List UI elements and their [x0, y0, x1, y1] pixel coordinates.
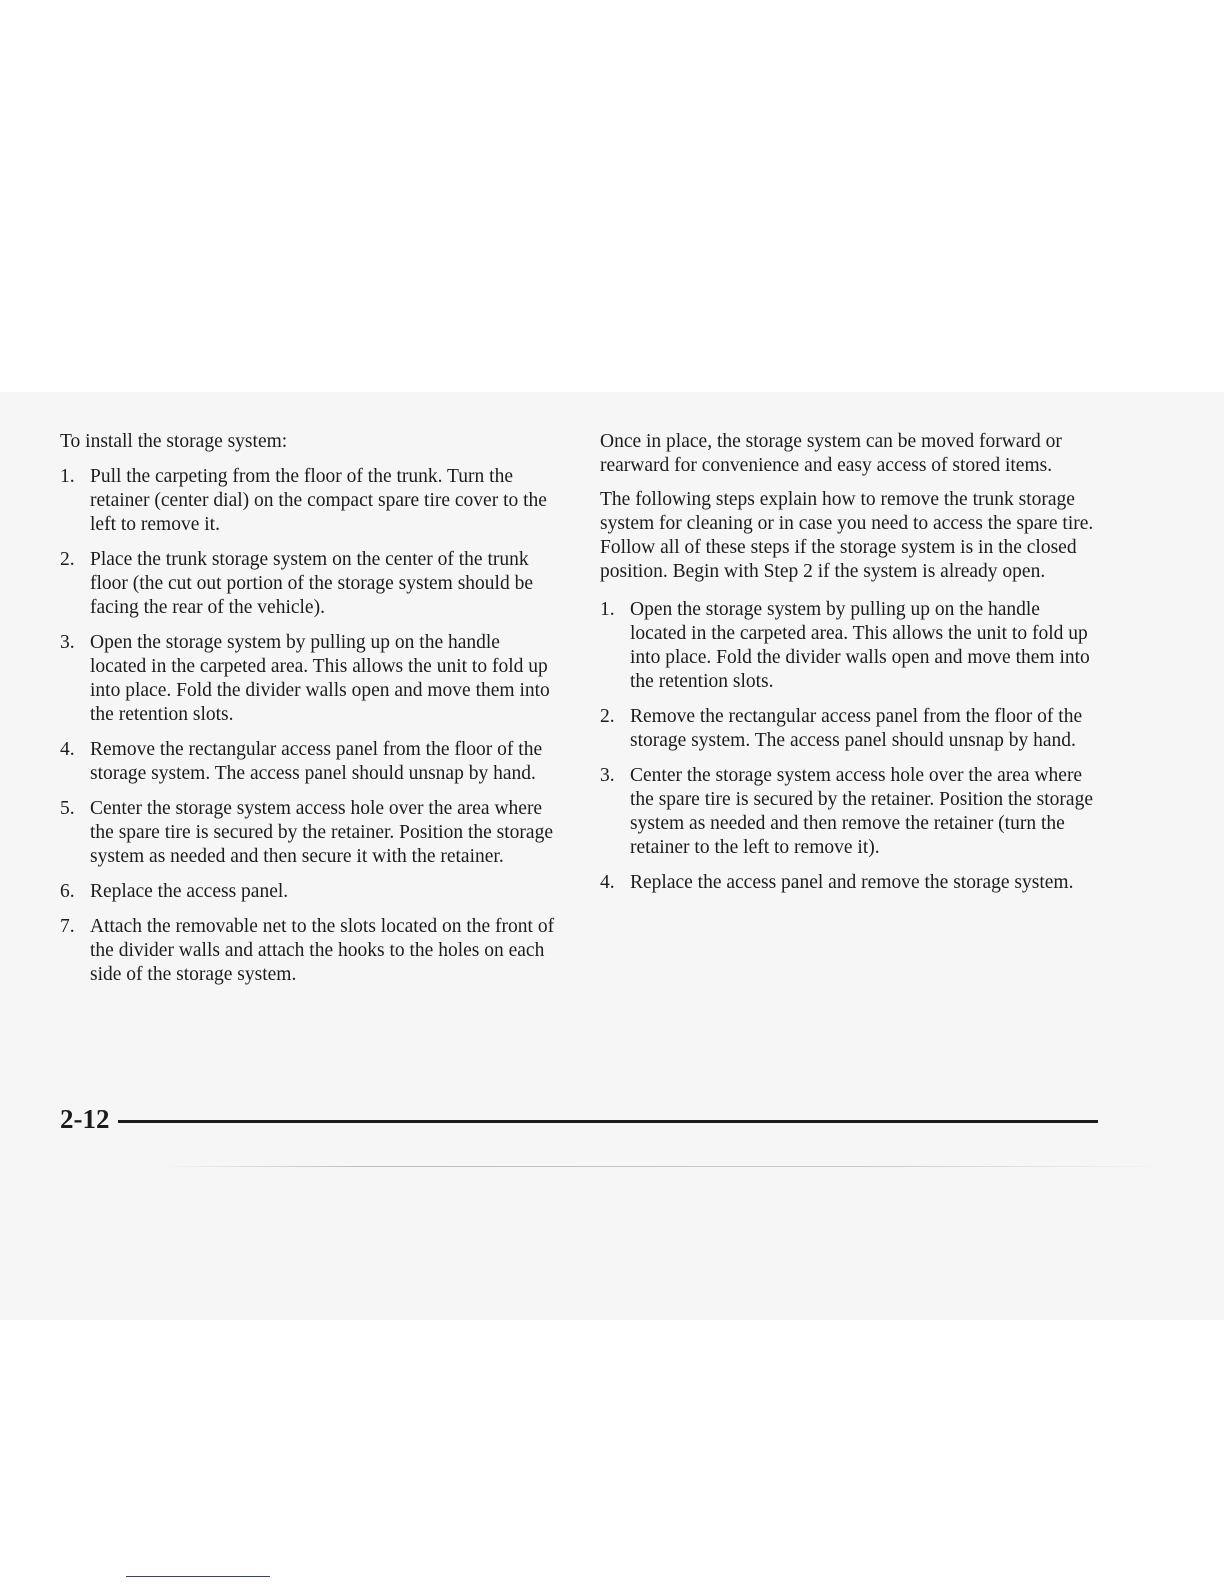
removal-step	[600, 705, 1100, 753]
step-number: 6.	[60, 881, 75, 902]
step-number: 7.	[60, 916, 75, 937]
step-text: Open the storage system by pulling up on the handle located in the carpeted area. This allows the unit to fold up into place. Fold the divider walls open and move them into the retention slots.	[630, 599, 1090, 692]
step-text: Place the trunk storage system on the center of the trunk floor (the cut out portion of the storage system should be facing the rear of the vehicle).	[90, 549, 533, 618]
step-number: 3.	[60, 632, 75, 653]
install-step	[60, 631, 560, 727]
removal-steps-list	[600, 598, 1100, 895]
right-column	[600, 430, 1100, 906]
storage-movement-paragraph: Once in place, the storage system can be moved forward or rearward for convenience and easy access of stored items.	[600, 431, 1062, 476]
install-step	[60, 797, 560, 869]
step-number: 5.	[60, 798, 75, 819]
install-step	[60, 880, 560, 904]
step-text: Remove the rectangular access panel from the floor of the storage system. The access panel should unsnap by hand.	[630, 706, 1083, 751]
step-number: 2.	[600, 706, 615, 727]
step-text: Pull the carpeting from the floor of the trunk. Turn the retainer (center dial) on the compact spare tire cover to the left to remove it.	[90, 466, 547, 535]
left-column	[60, 430, 560, 998]
install-intro: To install the storage system:	[60, 431, 288, 452]
removal-intro-paragraph: The following steps explain how to remove the trunk storage system for cleaning or in case you need to access the spare tire. Follow all of these steps if the storage system is in the closed position. Begin with Step 2 if the system is already open.	[600, 489, 1094, 582]
step-number: 4.	[60, 739, 75, 760]
step-text: Remove the rectangular access panel from the floor of the storage system. The access panel should unsnap by hand.	[90, 739, 543, 784]
install-steps-list	[60, 465, 560, 987]
page-number: 2-12	[60, 1104, 110, 1134]
step-number: 1.	[60, 466, 75, 487]
step-number: 1.	[600, 599, 615, 620]
step-text: Attach the removable net to the slots located on the front of the divider walls and attach the hooks to the holes on each side of the storage system.	[90, 916, 555, 985]
step-number: 4.	[600, 872, 615, 893]
install-step	[60, 548, 560, 620]
removal-step	[600, 598, 1100, 694]
scan-artifact-line	[160, 1166, 1170, 1167]
install-step	[60, 465, 560, 537]
step-number: 3.	[600, 765, 615, 786]
install-step	[60, 915, 560, 987]
bottom-underline	[126, 1576, 270, 1577]
step-text: Center the storage system access hole over the area where the spare tire is secured by the retainer. Position the storage system as needed and then remove the retainer (turn the retainer to the left to remove it).	[630, 765, 1093, 858]
step-number: 2.	[60, 549, 75, 570]
step-text: Center the storage system access hole over the area where the spare tire is secured by the retainer. Position the storage system as needed and then secure it with the retainer.	[90, 798, 553, 867]
step-text: Open the storage system by pulling up on the handle located in the carpeted area. This allows the unit to fold up into place. Fold the divider walls open and move them into the retention slots.	[90, 632, 550, 725]
footer-rule	[118, 1120, 1098, 1123]
step-text: Replace the access panel.	[90, 881, 289, 902]
removal-step	[600, 764, 1100, 860]
removal-step	[600, 871, 1100, 895]
install-step	[60, 738, 560, 786]
step-text: Replace the access panel and remove the storage system.	[630, 872, 1074, 893]
